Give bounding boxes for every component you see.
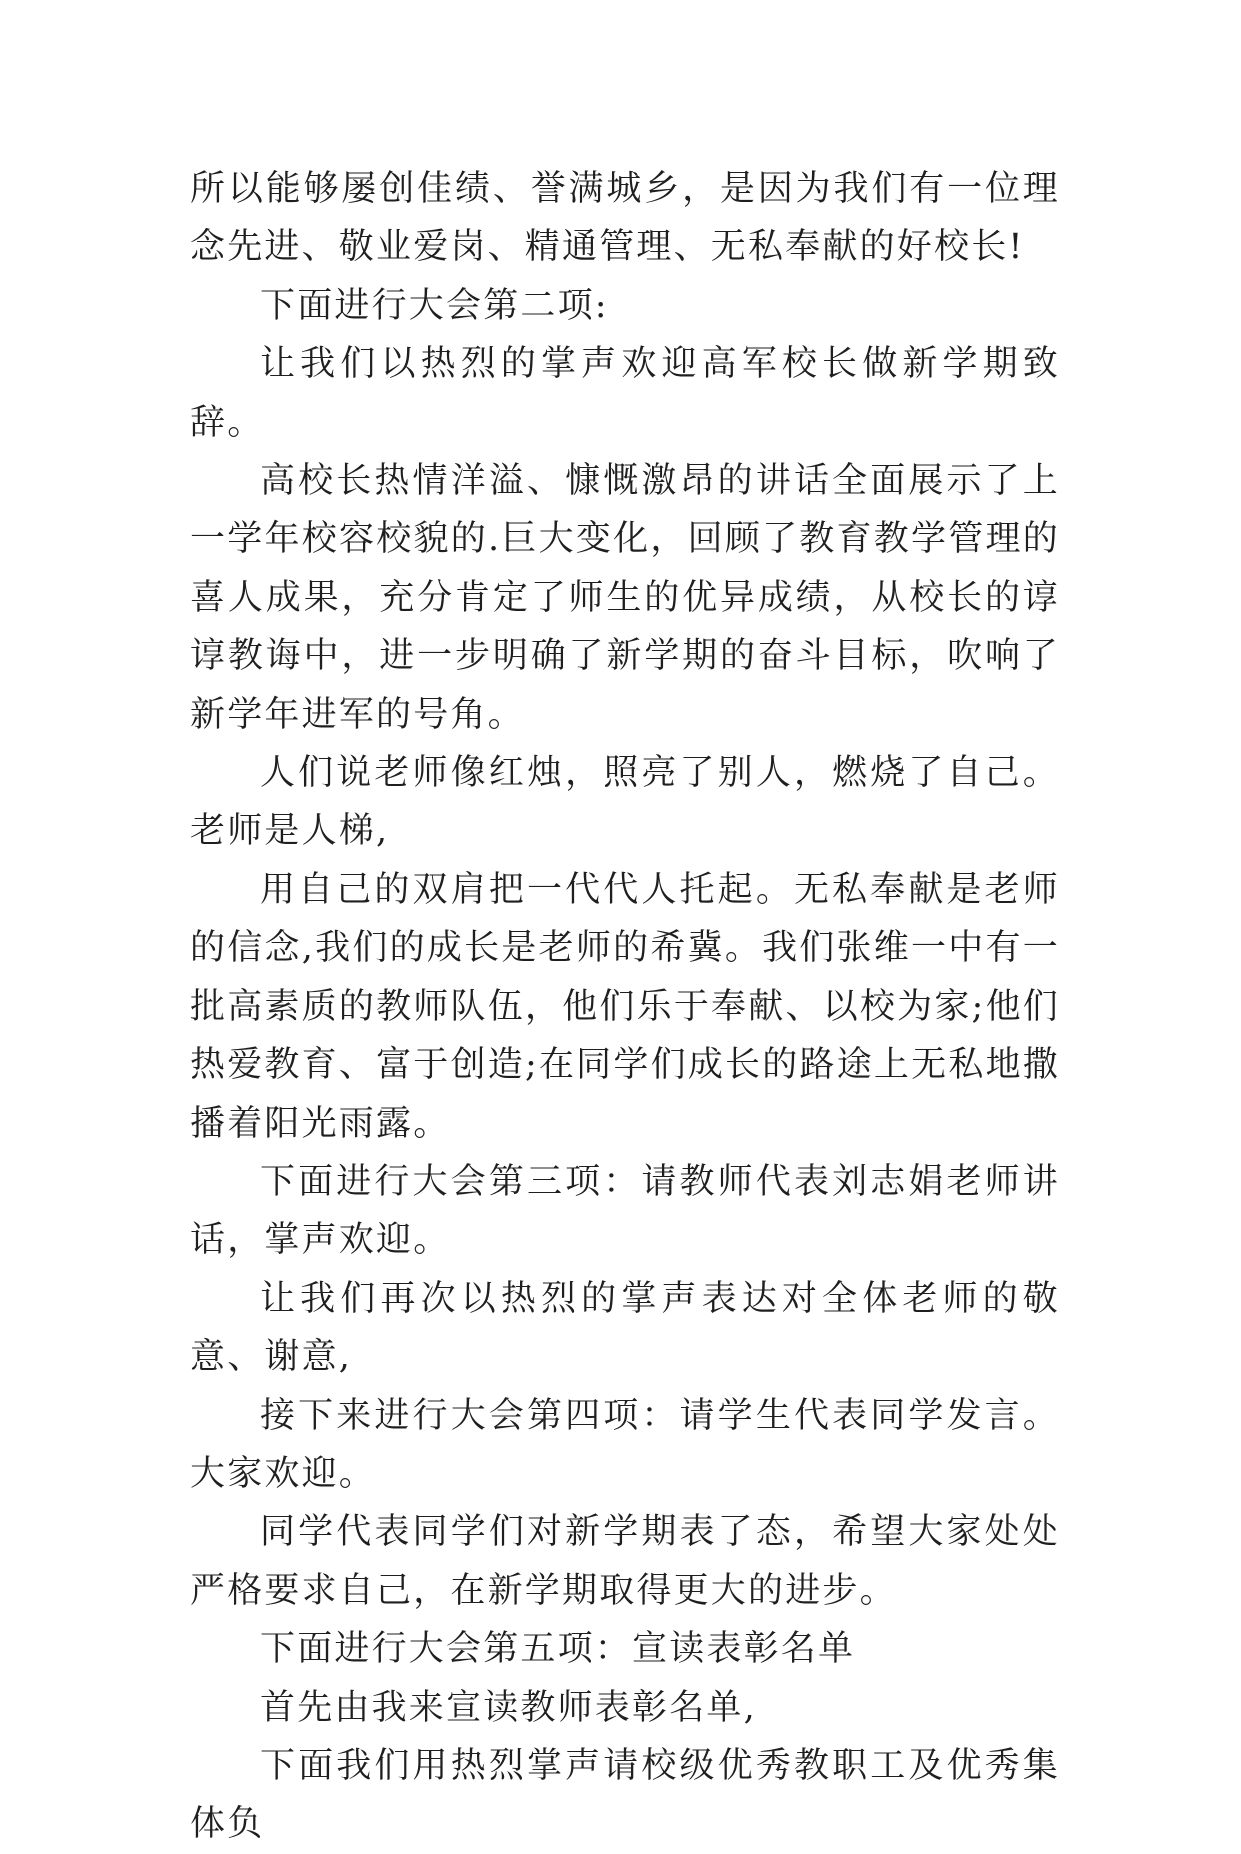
paragraph-agenda-item-five: 下面进行大会第五项：宣读表彰名单 (260, 1629, 856, 1670)
paragraph-welcome-principal: 让我们以热烈的掌声欢迎高军校长做新学期致辞。 (190, 344, 1060, 443)
paragraph-agenda-item-three: 下面进行大会第三项：请教师代表刘志娟老师讲话，掌声欢迎。 (190, 1161, 1060, 1261)
paragraph-continuation: 所以能够屡创佳绩、誉满城乡，是因为我们有一位理念先进、敬业爱岗、精通管理、无私奉献的好校长! (190, 169, 1060, 268)
document-body (190, 160, 1060, 1854)
paragraph-agenda-item-two: 下面进行大会第二项: (260, 285, 609, 326)
paragraph-thanks-teachers: 让我们再次以热烈的掌声表达对全体老师的敬意、谢意, (190, 1278, 1060, 1378)
paragraph-teacher-award-list: 首先由我来宣读教师表彰名单, (260, 1687, 757, 1728)
paragraph-student-pledge: 同学代表同学们对新学期表了态，希望大家处处严格要求自己，在新学期取得更大的进步。 (190, 1512, 1060, 1611)
paragraph-principal-speech-summary: 高校长热情洋溢、慷慨激昂的讲话全面展示了上一学年校容校貌的.巨大变化，回顾了教育教学管理的喜人成果，充分肯定了师生的优异成绩，从校长的谆谆教诲中，进一步明确了新学期的奋斗目标，吹响了新学年进军的号角。 (190, 461, 1060, 735)
paragraph-teacher-dedication: 用自己的双肩把一代代人托起。无私奉献是老师的信念,我们的成长是老师的希冀。我们张维一中有一批高素质的教师队伍，他们乐于奉献、以校为家;他们热爱教育、富于创造;在同学们成长的路途上无私地撒播着阳光雨露。 (190, 869, 1060, 1144)
paragraph-agenda-item-four: 接下来进行大会第四项：请学生代表同学发言。大家欢迎。 (190, 1395, 1060, 1494)
paragraph-award-invitation: 下面我们用热烈掌声请校级优秀教职工及优秀集体负 (190, 1745, 1060, 1845)
paragraph-teacher-candle: 人们说老师像红烛，照亮了别人，燃烧了自己。老师是人梯, (190, 753, 1060, 852)
